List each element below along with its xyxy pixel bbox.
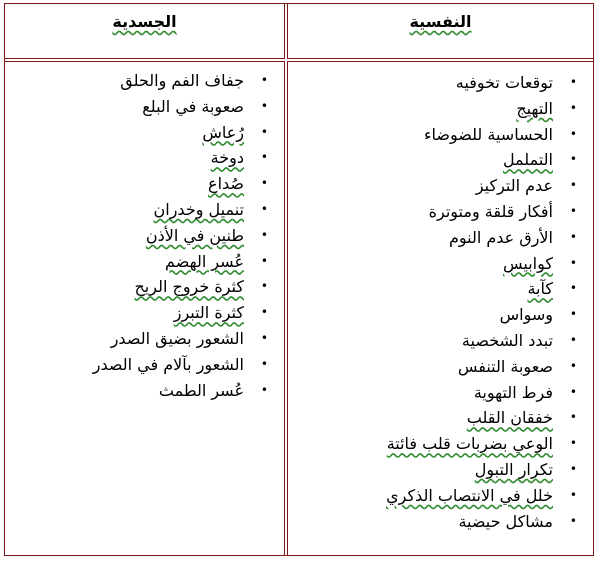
bullet-icon: • (569, 126, 577, 141)
bullet-icon: • (569, 358, 577, 373)
list-item (3, 197, 284, 223)
symptom-text: كآبة (527, 279, 553, 299)
bullet-icon: • (260, 305, 268, 320)
bullet-icon: • (569, 229, 577, 244)
symptom-text: التململ (502, 150, 553, 170)
symptom-text: تكرار التبول (474, 459, 553, 479)
list-item (286, 354, 593, 380)
bullet-icon: • (569, 100, 577, 115)
bullet-icon: • (569, 410, 577, 425)
list-item (286, 147, 593, 173)
symptom-text: عُسر الطمث (158, 380, 244, 400)
symptom-text: الشعور بضيق الصدر (110, 328, 244, 348)
symptom-text: التهيج (516, 98, 553, 118)
list-item (3, 223, 284, 249)
bullet-icon: • (569, 307, 577, 322)
list-item (3, 378, 284, 404)
bullet-icon: • (569, 436, 577, 451)
list-item (3, 352, 284, 378)
list-item (3, 68, 284, 94)
bullet-icon: • (260, 150, 268, 165)
symptom-text: الوعي بضربات قلب فائتة (386, 434, 553, 454)
symptom-text: أفكار قلقة ومتوترة (428, 201, 553, 221)
bullet-icon: • (260, 201, 268, 216)
list-item (286, 251, 593, 277)
bullet-icon: • (260, 227, 268, 242)
symptom-text: الحساسية للضوضاء (424, 124, 553, 144)
cell-psychological-list (287, 61, 594, 556)
bullet-icon: • (260, 253, 268, 268)
bullet-icon: • (260, 382, 268, 397)
list-item (286, 405, 593, 431)
symptom-text: وسواس (499, 305, 553, 325)
symptom-text: كثرة التبرز (173, 303, 244, 323)
bullet-icon: • (569, 281, 577, 296)
list-item (3, 274, 284, 300)
symptom-text: الأرق عدم النوم (448, 227, 553, 247)
list-item (286, 328, 593, 354)
bullet-icon: • (569, 487, 577, 502)
list-item (3, 249, 284, 275)
symptom-text: خفقان القلب (466, 408, 553, 428)
bullet-icon: • (569, 178, 577, 193)
header-cell-psychological (287, 3, 594, 59)
list-item (3, 94, 284, 120)
list-item (286, 483, 593, 509)
list-item (3, 326, 284, 352)
symptom-text: رُعاش (202, 122, 244, 142)
bullet-icon: • (569, 152, 577, 167)
symptom-text: كوابيس (502, 253, 553, 273)
list-item (286, 70, 593, 96)
symptom-text: توقعات تخوفيه (455, 73, 553, 92)
symptom-text: عُسر الهضم (165, 251, 244, 271)
symptom-text: عدم التركيز (475, 176, 553, 196)
list-item (3, 145, 284, 171)
bullet-icon: • (569, 203, 577, 218)
physical-symptoms-list (3, 68, 284, 403)
symptom-text: خلل في الانتصاب الذكري (386, 485, 553, 505)
header-cell-physical (4, 3, 285, 59)
list-item (286, 96, 593, 122)
bullet-icon: • (569, 255, 577, 270)
list-item (286, 225, 593, 251)
list-item (3, 171, 284, 197)
header-physical: الجسدية (112, 12, 177, 31)
symptom-text: تبدد الشخصية (461, 330, 553, 350)
bullet-icon: • (260, 356, 268, 371)
symptom-text: مشاكل حيضية (458, 511, 553, 531)
symptom-text: الشعور بآلام في الصدر (92, 354, 244, 374)
symptom-text: فرط التهوية (473, 382, 553, 402)
cell-physical-list (4, 61, 285, 556)
list-item (286, 199, 593, 225)
symptom-text: دوخة (210, 148, 244, 168)
bullet-icon: • (569, 75, 577, 89)
bullet-icon: • (569, 332, 577, 347)
bullet-icon: • (569, 384, 577, 399)
list-item (286, 276, 593, 302)
bullet-icon: • (260, 73, 268, 87)
symptom-text: كثرة خروج الريح (134, 277, 244, 297)
symptom-text: تنميل وخدران (153, 199, 244, 219)
bullet-icon: • (260, 279, 268, 294)
list-item (286, 173, 593, 199)
list-item (3, 300, 284, 326)
list-item (286, 509, 593, 535)
symptom-text: صعوبة التنفس (457, 356, 553, 376)
symptom-text: صُداع (208, 174, 244, 194)
bullet-icon: • (260, 176, 268, 191)
list-item (3, 120, 284, 146)
list-item (286, 380, 593, 406)
list-item (286, 122, 593, 148)
symptom-text: صعوبة في البلع (142, 96, 244, 116)
bullet-icon: • (569, 461, 577, 476)
psychological-symptoms-list (286, 70, 593, 534)
list-item (286, 302, 593, 328)
bullet-icon: • (569, 513, 577, 528)
symptom-text: جفاف الفم والحلق (120, 71, 244, 90)
list-item (286, 457, 593, 483)
symptom-text: طنين في الأذن (145, 225, 244, 245)
bullet-icon: • (260, 124, 268, 139)
bullet-icon: • (260, 98, 268, 113)
header-psychological: النفسية (409, 12, 472, 31)
bullet-icon: • (260, 330, 268, 345)
list-item (286, 431, 593, 457)
